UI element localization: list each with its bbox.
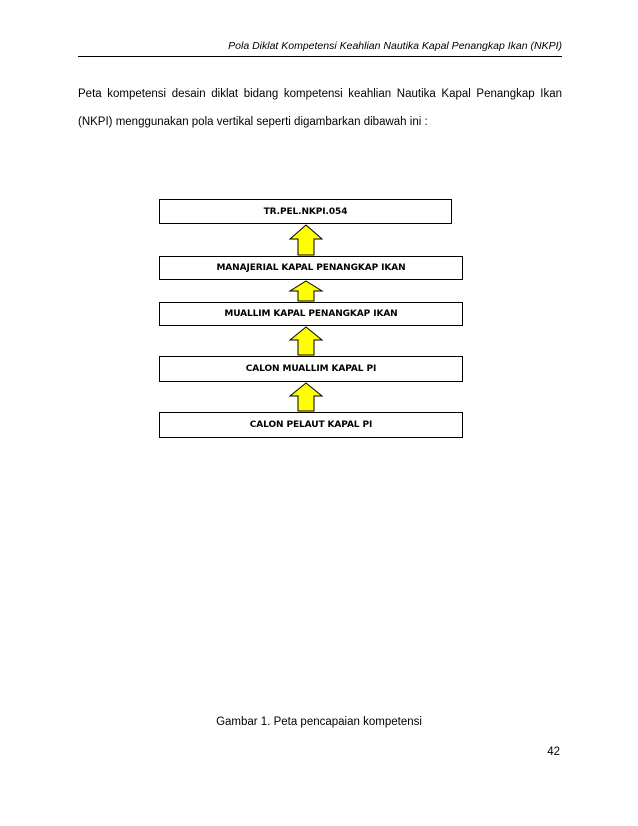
paragraph-line-2: (NKPI) menggunakan pola vertikal seperti digambarkan dibawah ini :	[78, 116, 428, 128]
level-box-muallim: MUALLIM KAPAL PENANGKAP IKAN	[159, 302, 463, 326]
running-header: Pola Diklat Kompetensi Keahlian Nautika Kapal Penangkap Ikan (NKPI)	[228, 40, 562, 52]
page-number: 42	[547, 746, 560, 758]
level-box-top: TR.PEL.NKPI.054	[159, 199, 452, 224]
level-box-calon-muallim: CALON MUALLIM KAPAL PI	[159, 356, 463, 382]
up-arrow-icon	[288, 326, 324, 356]
paragraph-line-1: Peta kompetensi desain diklat bidang kompetensi keahlian Nautika Kapal Penangkap Ikan	[78, 88, 562, 100]
up-arrow-icon	[288, 280, 324, 302]
level-box-calon-pelaut: CALON PELAUT KAPAL PI	[159, 412, 463, 438]
up-arrow-icon	[288, 224, 324, 256]
figure-caption: Gambar 1. Peta pencapaian kompetensi	[216, 716, 422, 728]
intro-paragraph	[78, 80, 562, 136]
header-rule	[78, 56, 562, 57]
up-arrow-icon	[288, 382, 324, 412]
level-box-manajerial: MANAJERIAL KAPAL PENANGKAP IKAN	[159, 256, 463, 280]
